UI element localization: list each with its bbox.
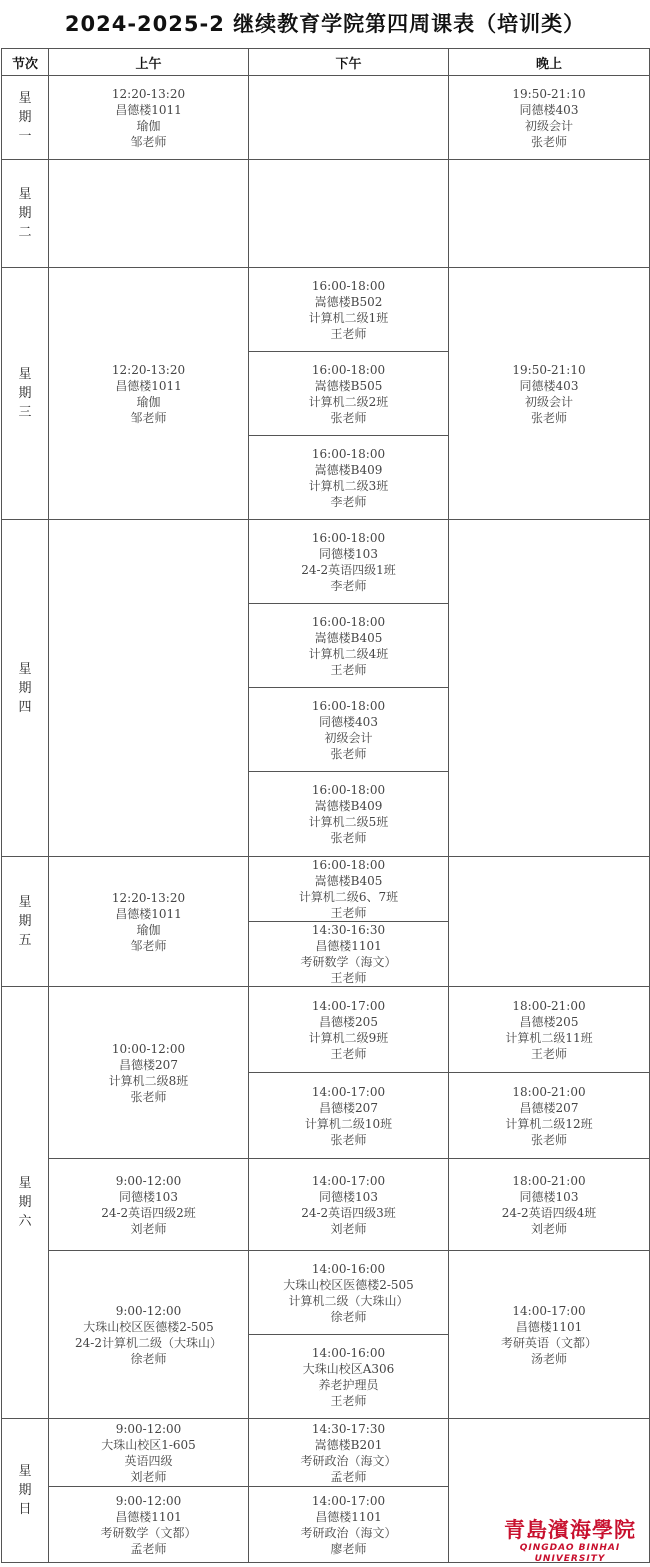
class-teacher: 张老师 (330, 1132, 367, 1147)
class-course: 计算机二级3班 (308, 478, 389, 493)
day-label-thu: 星期四 (2, 520, 49, 857)
class-cell (249, 268, 449, 352)
logo-chinese-name: 青島濱海學院 (504, 1517, 636, 1542)
header-afternoon: 下午 (249, 49, 449, 76)
day-label-fri: 星期五 (2, 857, 49, 987)
class-location: 同德楼103 (119, 1189, 178, 1204)
saturday-row (2, 987, 650, 1073)
class-cell (49, 857, 249, 987)
class-cell (249, 352, 449, 436)
class-cell (249, 922, 449, 987)
class-course: 计算机二级11班 (505, 1030, 593, 1045)
class-course: 养老护理员 (318, 1377, 379, 1392)
class-course: 计算机二级5班 (308, 815, 389, 829)
class-course: 英语四级 (124, 1453, 173, 1468)
class-cell (49, 1159, 249, 1251)
class-location: 同德楼103 (519, 1189, 579, 1204)
class-time: 9:00-12:00 (115, 1303, 182, 1318)
class-course: 计算机二级（大珠山） (288, 1293, 409, 1308)
class-location: 昌德楼205 (319, 1014, 378, 1029)
saturday-row (2, 1159, 650, 1251)
class-teacher: 汤老师 (530, 1351, 567, 1366)
empty-cell (249, 76, 449, 160)
class-teacher: 张老师 (130, 1089, 167, 1104)
class-time: 14:00-17:00 (311, 998, 386, 1013)
class-time: 16:00-18:00 (311, 446, 386, 461)
header-day: 节次 (2, 49, 49, 76)
empty-cell (449, 160, 650, 268)
class-course: 24-2英语四级2班 (101, 1205, 196, 1220)
class-teacher: 李老师 (330, 494, 367, 509)
class-location: 嵩德楼B405 (314, 630, 383, 645)
class-location: 昌德楼1101 (315, 1509, 382, 1524)
class-time: 12:20-13:20 (111, 890, 186, 905)
class-location: 昌德楼1011 (115, 378, 182, 393)
class-location: 昌德楼1101 (515, 1319, 583, 1334)
class-location: 昌德楼207 (119, 1057, 178, 1072)
class-time: 16:00-18:00 (311, 858, 386, 872)
class-time: 9:00-12:00 (115, 1493, 182, 1508)
class-cell (449, 1159, 650, 1251)
university-logo (494, 1517, 646, 1565)
class-teacher: 王老师 (330, 662, 367, 677)
class-course: 计算机二级2班 (308, 394, 389, 409)
class-cell (49, 76, 249, 160)
empty-cell (449, 520, 650, 857)
tuesday-row (2, 160, 650, 268)
empty-cell (449, 857, 650, 987)
class-time: 12:20-13:20 (111, 86, 186, 101)
class-course: 考研政治（海文） (300, 1453, 397, 1468)
class-course: 计算机二级6、7班 (298, 890, 399, 904)
class-teacher: 王老师 (330, 1393, 367, 1408)
class-location: 大珠山校区医德楼2-505 (283, 1277, 414, 1292)
class-time: 12:20-13:20 (111, 362, 186, 377)
class-location: 昌德楼1101 (315, 939, 382, 953)
class-time: 16:00-18:00 (311, 530, 386, 545)
class-location: 昌德楼1101 (115, 1509, 182, 1524)
class-teacher: 刘老师 (130, 1221, 167, 1236)
empty-cell (49, 520, 249, 857)
class-teacher: 邹老师 (130, 410, 167, 425)
class-cell (249, 1419, 449, 1487)
class-course: 计算机二级8班 (108, 1073, 189, 1088)
class-cell (49, 1251, 249, 1419)
class-teacher: 邹老师 (130, 938, 167, 953)
class-teacher: 张老师 (530, 410, 567, 425)
class-teacher: 孟老师 (130, 1541, 167, 1556)
class-course: 计算机二级10班 (304, 1116, 393, 1131)
class-time: 14:00-17:00 (311, 1173, 386, 1188)
class-location: 嵩德楼B505 (314, 378, 383, 393)
class-course: 考研英语（文都） (500, 1335, 597, 1350)
class-cell (249, 1159, 449, 1251)
class-teacher: 王老师 (530, 1046, 567, 1061)
class-cell (249, 604, 449, 688)
empty-cell (249, 160, 449, 268)
class-course: 计算机二级1班 (308, 310, 389, 325)
class-time: 9:00-12:00 (115, 1173, 182, 1188)
class-teacher: 孟老师 (330, 1469, 367, 1484)
class-cell (249, 772, 449, 857)
class-course: 瑜伽 (136, 118, 161, 133)
class-time: 16:00-18:00 (311, 362, 386, 377)
class-location: 大珠山校区医德楼2-505 (83, 1319, 214, 1334)
class-teacher: 刘老师 (530, 1221, 567, 1236)
class-time: 14:00-17:00 (311, 1084, 386, 1099)
day-label-sun: 星期日 (2, 1419, 49, 1563)
class-cell (449, 1251, 650, 1419)
class-teacher: 张老师 (330, 746, 367, 761)
class-cell (249, 688, 449, 772)
class-cell (249, 857, 449, 922)
class-cell (449, 76, 650, 160)
class-teacher: 徐老师 (130, 1351, 167, 1366)
class-time: 18:00-21:00 (512, 1173, 586, 1188)
header-morning: 上午 (49, 49, 249, 76)
class-time: 16:00-18:00 (311, 278, 386, 293)
class-teacher: 王老师 (330, 971, 367, 985)
class-teacher: 刘老师 (130, 1469, 167, 1484)
class-time: 10:00-12:00 (111, 1041, 186, 1056)
class-location: 昌德楼1011 (115, 906, 182, 921)
saturday-row (2, 1251, 650, 1335)
class-location: 嵩德楼B405 (314, 874, 383, 888)
schedule-table (1, 48, 650, 1563)
class-teacher: 张老师 (530, 1132, 567, 1147)
class-location: 嵩德楼B201 (314, 1437, 383, 1452)
class-teacher: 张老师 (330, 410, 367, 425)
sunday-row (2, 1419, 650, 1487)
class-course: 计算机二级4班 (308, 646, 389, 661)
class-time: 19:50-21:10 (512, 362, 586, 377)
class-teacher: 徐老师 (330, 1309, 367, 1324)
class-cell (49, 1487, 249, 1563)
class-location: 同德楼403 (319, 714, 378, 729)
class-time: 16:00-18:00 (311, 698, 386, 713)
class-course: 初级会计 (524, 118, 573, 133)
class-cell (449, 1073, 650, 1159)
class-course: 考研数学（文都） (100, 1525, 197, 1540)
class-teacher: 张老师 (330, 831, 367, 845)
class-time: 16:00-18:00 (311, 783, 386, 797)
class-location: 昌德楼207 (519, 1100, 579, 1115)
class-course: 瑜伽 (136, 394, 161, 409)
day-label-sat: 星期六 (2, 987, 49, 1419)
class-time: 16:00-18:00 (311, 614, 386, 629)
class-location: 昌德楼205 (519, 1014, 579, 1029)
class-time: 14:30-16:30 (311, 923, 386, 937)
class-location: 嵩德楼B502 (314, 294, 383, 309)
class-location: 同德楼103 (319, 546, 378, 561)
class-course: 计算机二级9班 (308, 1030, 389, 1045)
logo-english-name: QINGDAO BINHAI UNIVERSITY (519, 1543, 621, 1564)
empty-cell (49, 160, 249, 268)
class-teacher: 王老师 (330, 1046, 367, 1061)
class-cell (449, 268, 650, 520)
class-time: 9:00-12:00 (115, 1421, 182, 1436)
class-teacher: 廖老师 (330, 1541, 367, 1556)
class-cell (449, 987, 650, 1073)
class-time: 19:50-21:10 (512, 86, 586, 101)
class-teacher: 邹老师 (130, 134, 167, 149)
class-course: 24-2英语四级4班 (501, 1205, 597, 1220)
class-teacher: 王老师 (330, 326, 367, 341)
class-location: 昌德楼1011 (115, 102, 182, 117)
class-cell (249, 1335, 449, 1419)
class-cell (249, 1073, 449, 1159)
class-course: 考研数学（海文） (300, 955, 397, 969)
class-course: 计算机二级12班 (505, 1116, 593, 1131)
class-time: 14:00-17:00 (311, 1493, 386, 1508)
header-row (2, 49, 650, 76)
class-course: 初级会计 (324, 730, 373, 745)
class-location: 嵩德楼B409 (314, 462, 383, 477)
day-label-wed: 星期三 (2, 268, 49, 520)
class-cell (49, 987, 249, 1159)
class-location: 大珠山校区1-605 (101, 1437, 196, 1452)
class-cell (249, 520, 449, 604)
class-location: 同德楼403 (519, 102, 579, 117)
class-cell (249, 436, 449, 520)
class-teacher: 李老师 (330, 578, 367, 593)
class-cell (249, 1251, 449, 1335)
class-location: 同德楼103 (319, 1189, 378, 1204)
monday-row (2, 76, 650, 160)
class-course: 初级会计 (524, 394, 573, 409)
class-location: 嵩德楼B409 (314, 799, 383, 813)
class-teacher: 张老师 (530, 134, 567, 149)
class-time: 14:00-16:00 (311, 1261, 386, 1276)
thursday-row (2, 520, 650, 604)
class-course: 考研政治（海文） (300, 1525, 397, 1540)
wednesday-row (2, 268, 650, 352)
day-label-tue: 星期二 (2, 160, 49, 268)
class-teacher: 刘老师 (330, 1221, 367, 1236)
class-location: 大珠山校区A306 (302, 1361, 395, 1376)
class-cell (249, 1487, 449, 1563)
class-cell (49, 1419, 249, 1487)
class-time: 18:00-21:00 (512, 998, 586, 1013)
class-course: 24-2计算机二级（大珠山） (75, 1335, 222, 1350)
class-location: 昌德楼207 (319, 1100, 378, 1115)
class-course: 瑜伽 (136, 922, 161, 937)
class-course: 24-2英语四级3班 (301, 1205, 396, 1220)
class-time: 14:30-17:30 (311, 1421, 386, 1436)
page-title: 2024-2025-2 继续教育学院第四周课表（培训类） (64, 12, 586, 36)
class-location: 同德楼403 (519, 378, 579, 393)
day-label-mon: 星期一 (2, 76, 49, 160)
friday-row (2, 857, 650, 922)
class-time: 14:00-17:00 (512, 1303, 586, 1318)
class-time: 14:00-16:00 (311, 1345, 386, 1360)
class-cell (249, 987, 449, 1073)
class-teacher: 王老师 (330, 906, 367, 920)
header-evening: 晚上 (449, 49, 650, 76)
class-course: 24-2英语四级1班 (301, 562, 396, 577)
class-time: 18:00-21:00 (512, 1084, 586, 1099)
class-cell (49, 268, 249, 520)
